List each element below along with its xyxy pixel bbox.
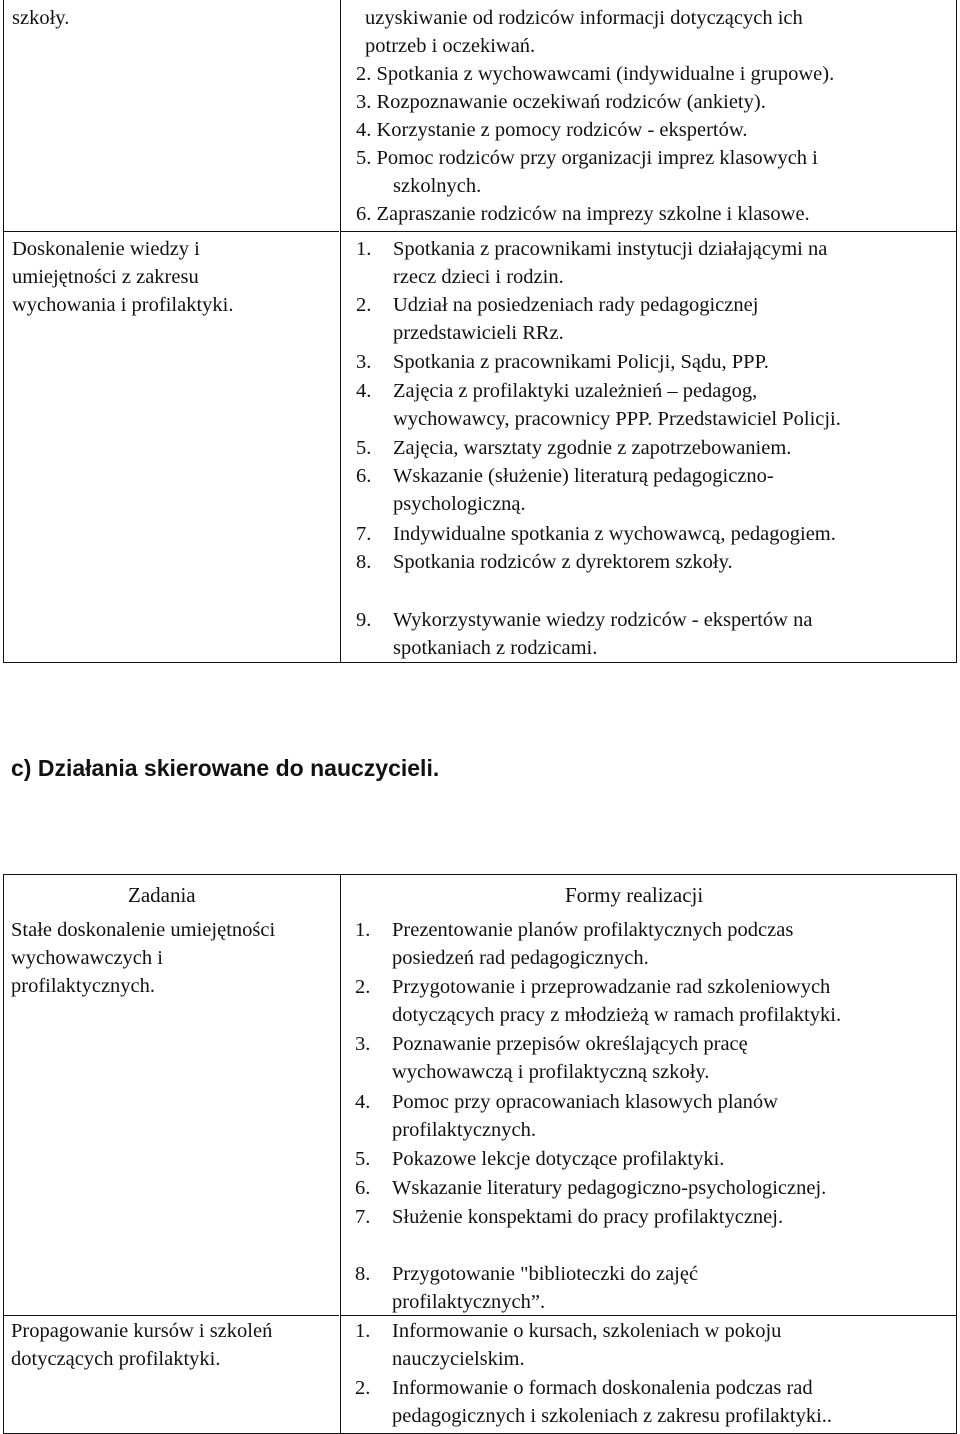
column-divider bbox=[340, 875, 341, 1433]
list-text: profilaktycznych”. bbox=[392, 1291, 546, 1313]
list-number: 3. bbox=[356, 351, 372, 373]
list-text: Wskazanie literatury pedagogiczno-psychologicznej. bbox=[392, 1177, 827, 1199]
list-text: Pomoc przy opracowaniach klasowych planów bbox=[392, 1091, 778, 1113]
list-text: Zajęcia z profilaktyki uzależnień – pedagog, bbox=[393, 380, 758, 402]
list-number: 2. bbox=[355, 1377, 371, 1399]
list-number: 5. bbox=[356, 437, 372, 459]
list-number: 6. bbox=[356, 465, 372, 487]
list-text: Indywidualne spotkania z wychowawcą, pedagogiem. bbox=[393, 523, 836, 545]
list-text: Przygotowanie "biblioteczki do zajęć bbox=[392, 1263, 699, 1285]
list-text: Poznawanie przepisów określających pracę bbox=[392, 1033, 748, 1055]
task-cell-text: wychowania i profilaktyki. bbox=[12, 294, 234, 316]
parents-actions-table bbox=[3, 0, 957, 663]
column-divider bbox=[340, 0, 341, 662]
list-text: przedstawicieli RRz. bbox=[393, 322, 564, 344]
form-line: 5. Pomoc rodziców przy organizacji imprez klasowych i bbox=[356, 147, 818, 169]
list-number: 7. bbox=[356, 523, 372, 545]
list-text: Przygotowanie i przeprowadzanie rad szkoleniowych bbox=[392, 976, 831, 998]
list-text: nauczycielskim. bbox=[392, 1348, 525, 1370]
list-text: Spotkania rodziców z dyrektorem szkoły. bbox=[393, 551, 733, 573]
list-text: Informowanie o formach doskonalenia podczas rad bbox=[392, 1377, 813, 1399]
list-text: Spotkania z pracownikami instytucji działającymi na bbox=[393, 238, 828, 260]
list-text: pedagogicznych i szkoleniach z zakresu profilaktyki.. bbox=[392, 1405, 833, 1427]
list-text: Prezentowanie planów profilaktycznych podczas bbox=[392, 919, 794, 941]
list-number: 3. bbox=[355, 1033, 371, 1055]
list-number: 1. bbox=[355, 919, 371, 941]
list-text: posiedzeń rad pedagogicznych. bbox=[392, 947, 649, 969]
form-line: potrzeb i oczekiwań. bbox=[365, 35, 536, 57]
list-text: Informowanie o kursach, szkoleniach w pokoju bbox=[392, 1320, 782, 1342]
list-number: 1. bbox=[356, 238, 372, 260]
column-header-tasks: Zadania bbox=[128, 883, 196, 907]
form-line: 4. Korzystanie z pomocy rodziców - ekspertów. bbox=[356, 119, 748, 141]
row-divider bbox=[341, 231, 956, 232]
row-divider bbox=[4, 231, 339, 232]
section-heading: c) Działania skierowane do nauczycieli. bbox=[11, 755, 440, 781]
list-number: 8. bbox=[355, 1263, 371, 1285]
task-cell-text: szkoły. bbox=[12, 7, 70, 29]
task-cell-text: dotyczących profilaktyki. bbox=[11, 1348, 221, 1370]
form-line: szkolnych. bbox=[393, 175, 482, 197]
task-cell-text: wychowawczych i bbox=[11, 947, 163, 969]
task-cell-text: Propagowanie kursów i szkoleń bbox=[11, 1320, 273, 1342]
list-text: Zajęcia, warsztaty zgodnie z zapotrzebowaniem. bbox=[393, 437, 792, 459]
list-number: 5. bbox=[355, 1148, 371, 1170]
list-text: psychologiczną. bbox=[393, 493, 526, 515]
list-text: rzecz dzieci i rodzin. bbox=[393, 266, 564, 288]
form-line: 3. Rozpoznawanie oczekiwań rodziców (ankiety). bbox=[356, 91, 766, 113]
list-text: wychowawcy, pracownicy PPP. Przedstawiciel Policji. bbox=[393, 408, 841, 430]
list-number: 4. bbox=[355, 1091, 371, 1113]
task-cell-text: Doskonalenie wiedzy i bbox=[12, 238, 200, 260]
list-number: 1. bbox=[355, 1320, 371, 1342]
list-number: 2. bbox=[356, 294, 372, 316]
task-cell-text: Stałe doskonalenie umiejętności bbox=[11, 919, 276, 941]
list-number: 4. bbox=[356, 380, 372, 402]
list-number: 9. bbox=[356, 609, 372, 631]
list-text: Wskazanie (służenie) literaturą pedagogiczno- bbox=[393, 465, 774, 487]
list-text: Pokazowe lekcje dotyczące profilaktyki. bbox=[392, 1148, 725, 1170]
list-text: Służenie konspektami do pracy profilaktycznej. bbox=[392, 1206, 784, 1228]
list-text: wychowawczą i profilaktyczną szkoły. bbox=[392, 1061, 710, 1083]
task-cell-text: umiejętności z zakresu bbox=[12, 266, 199, 288]
list-text: Spotkania z pracownikami Policji, Sądu, PPP. bbox=[393, 351, 769, 373]
form-line: uzyskiwanie od rodziców informacji dotyczących ich bbox=[365, 7, 803, 29]
list-number: 2. bbox=[355, 976, 371, 998]
form-line: 2. Spotkania z wychowawcami (indywidualne i grupowe). bbox=[356, 63, 835, 85]
list-text: Udział na posiedzeniach rady pedagogicznej bbox=[393, 294, 759, 316]
column-header-forms: Formy realizacji bbox=[565, 883, 704, 907]
list-text: profilaktycznych. bbox=[392, 1119, 537, 1141]
list-text: spotkaniach z rodzicami. bbox=[393, 637, 598, 659]
row-divider bbox=[4, 1315, 339, 1316]
list-number: 6. bbox=[355, 1177, 371, 1199]
list-text: Wykorzystywanie wiedzy rodziców - ekspertów na bbox=[393, 609, 813, 631]
task-cell-text: profilaktycznych. bbox=[11, 975, 156, 997]
list-text: dotyczących pracy z młodzieżą w ramach profilaktyki. bbox=[392, 1004, 842, 1026]
list-number: 7. bbox=[355, 1206, 371, 1228]
form-line: 6. Zapraszanie rodziców na imprezy szkolne i klasowe. bbox=[356, 203, 810, 225]
list-number: 8. bbox=[356, 551, 372, 573]
